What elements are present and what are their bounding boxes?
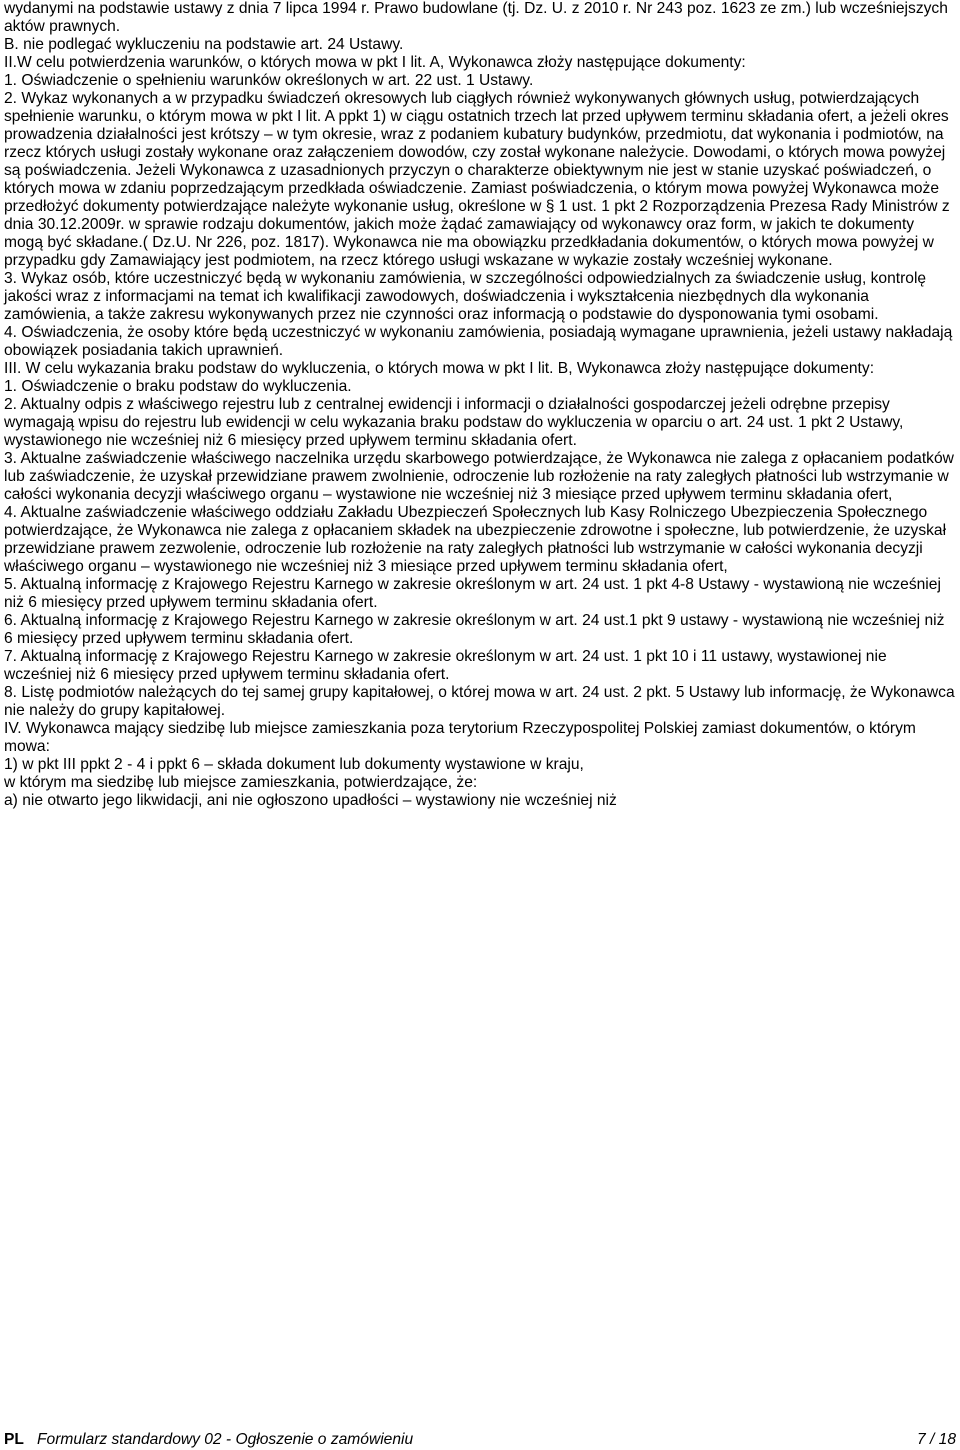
paragraph: 4. Aktualne zaświadczenie właściwego oddziału Zakładu Ubezpieczeń Społecznych lub Kasy Rolniczego Ubezpieczenia Społecznego potwierdzające, że Wykonawca nie zalega z opłacaniem składek na ubezpieczenie zdrowotne i społeczne, lub potwierdzenie, że uzyskał przewidziane prawem zezwolenie, odroczenie lub rozłożenie na raty zaległych płatności lub wstrzymanie w całości wykonania decyzji właściwego organu – wystawionego nie wcześniej niż 3 miesiące przed upływem terminu składania ofert, xyxy=(4,504,947,575)
paragraph: a) nie otwarto jego likwidacji, ani nie ogłoszono upadłości – wystawiony nie wcześniej niż xyxy=(4,792,617,809)
document-body xyxy=(4,0,957,810)
paragraph: 2. Aktualny odpis z właściwego rejestru lub z centralnej ewidencji i informacji o działalności gospodarczej jeżeli odrębne przepisy wymagają wpisu do rejestru lub ewidencji w celu wykazania braku podstaw do wykluczenia w oparciu o art. 24 ust. 1 pkt 2 Ustawy, wystawionego nie wcześniej niż 6 miesięcy przed upływem terminu składania ofert. xyxy=(4,396,904,449)
paragraph: 4. Oświadczenia, że osoby które będą uczestniczyć w wykonaniu zamówienia, posiadają wymagane uprawnienia, jeżeli ustawy nakładają obowiązek posiadania takich uprawnień. xyxy=(4,324,953,359)
paragraph: 2. Wykaz wykonanych a w przypadku świadczeń okresowych lub ciągłych również wykonywanych głównych usług, potwierdzających spełnienie warunku, o którym mowa w pkt I lit. A ppkt 1) w ciągu ostatnich trzech lat przed upływem terminu składania ofert, a jeżeli okres prowadzenia działalności jest krótszy – w tym okresie, wraz z podaniem kubatury budynków, przedmiotu, dat wykonania i podmiotów, na rzecz których usługi zostały wykonane oraz załączeniem dowodów, czy został wykonane należycie. Dowodami, o których mowa powyżej są poświadczenia. Jeżeli Wykonawca z uzasadnionych przyczyn o charakterze obiektywnym nie jest w stanie uzyskać poświadczeń, o których mowa w zdaniu poprzedzającym przedkłada oświadczenie. Zamiast poświadczenia, o którym mowa powyżej Wykonawca może przedłożyć dokumenty potwierdzające należyte wykonanie usług, określone w § 1 ust. 1 pkt 2 Rozporządzenia Prezesa Rady Ministrów z dnia 30.12.2009r. w sprawie rodzaju dokumentów, jakich może żądać zamawiający od wykonawcy oraz form, w jakich te dokumenty mogą być składane.( Dz.U. Nr 226, poz. 1817). Wykonawca nie ma obowiązku przedkładania dokumentów, o których mowa powyżej w przypadku gdy Zamawiający jest podmiotem, na rzecz którego usługi wskazane w wykazie zostały wcześniej wykonane. xyxy=(4,90,950,269)
paragraph: II.W celu potwierdzenia warunków, o których mowa w pkt I lit. A, Wykonawca złoży następujące dokumenty: xyxy=(4,54,746,71)
paragraph: w którym ma siedzibę lub miejsce zamieszkania, potwierdzające, że: xyxy=(4,774,478,791)
paragraph: wydanymi na podstawie ustawy z dnia 7 lipca 1994 r. Prawo budowlane (tj. Dz. U. z 2010 r. Nr 243 poz. 1623 ze zm.) lub wcześniejszych aktów prawnych. xyxy=(4,0,948,35)
paragraph: III. W celu wykazania braku podstaw do wykluczenia, o których mowa w pkt I lit. B, Wykonawca złoży następujące dokumenty: xyxy=(4,360,875,377)
paragraph: 8. Listę podmiotów należących do tej samej grupy kapitałowej, o której mowa w art. 24 ust. 2 pkt. 5 Ustawy lub informację, że Wykonawca nie należy do grupy kapitałowej. xyxy=(4,684,955,719)
country-code: PL xyxy=(4,1431,24,1448)
paragraph: 7. Aktualną informację z Krajowego Rejestru Karnego w zakresie określonym w art. 24 ust. 1 pkt 10 i 11 ustawy, wystawionej nie wcześniej niż 6 miesięcy przed upływem terminu składania ofert. xyxy=(4,648,887,683)
paragraph: B. nie podlegać wykluczeniu na podstawie art. 24 Ustawy. xyxy=(4,36,404,53)
paragraph: 1. Oświadczenie o braku podstaw do wykluczenia. xyxy=(4,378,352,395)
paragraph: 5. Aktualną informację z Krajowego Rejestru Karnego w zakresie określonym w art. 24 ust. 1 pkt 4-8 Ustawy - wystawioną nie wcześniej niż 6 miesięcy przed upływem terminu składania ofert. xyxy=(4,576,941,611)
paragraph: 6. Aktualną informację z Krajowego Rejestru Karnego w zakresie określonym w art. 24 ust.1 pkt 9 ustawy - wystawioną nie wcześniej niż 6 miesięcy przed upływem terminu składania ofert. xyxy=(4,612,945,647)
page-footer xyxy=(4,1431,956,1449)
paragraph: IV. Wykonawca mający siedzibę lub miejsce zamieszkania poza terytorium Rzeczypospolitej Polskiej zamiast dokumentów, o którym mowa: xyxy=(4,720,916,755)
paragraph: 3. Wykaz osób, które uczestniczyć będą w wykonaniu zamówienia, w szczególności odpowiedzialnych za świadczenie usług, kontrolę jakości wraz z informacjami na temat ich kwalifikacji zawodowych, doświadczenia i wykształcenia niezbędnych dla wykonania zamówienia, a także zakresu wykonywanych przez nie czynności oraz informacją o podstawie do dysponowania tymi osobami. xyxy=(4,270,927,323)
paragraph: 1) w pkt III ppkt 2 - 4 i ppkt 6 – składa dokument lub dokumenty wystawione w kraju, xyxy=(4,756,584,773)
form-title: Formularz standardowy 02 - Ogłoszenie o zamówieniu xyxy=(37,1431,414,1448)
page-number: 7 / 18 xyxy=(916,1431,956,1448)
paragraph: 1. Oświadczenie o spełnieniu warunków określonych w art. 22 ust. 1 Ustawy. xyxy=(4,72,534,89)
paragraph: 3. Aktualne zaświadczenie właściwego naczelnika urzędu skarbowego potwierdzające, że Wykonawca nie zalega z opłacaniem podatków lub zaświadczenie, że uzyskał przewidziane prawem zwolnienie, odroczenie lub rozłożenie na raty zaległych płatności lub wstrzymanie w całości wykonania decyzji właściwego organu – wystawione nie wcześniej niż 3 miesiące przed upływem terminu składania ofert, xyxy=(4,450,954,503)
